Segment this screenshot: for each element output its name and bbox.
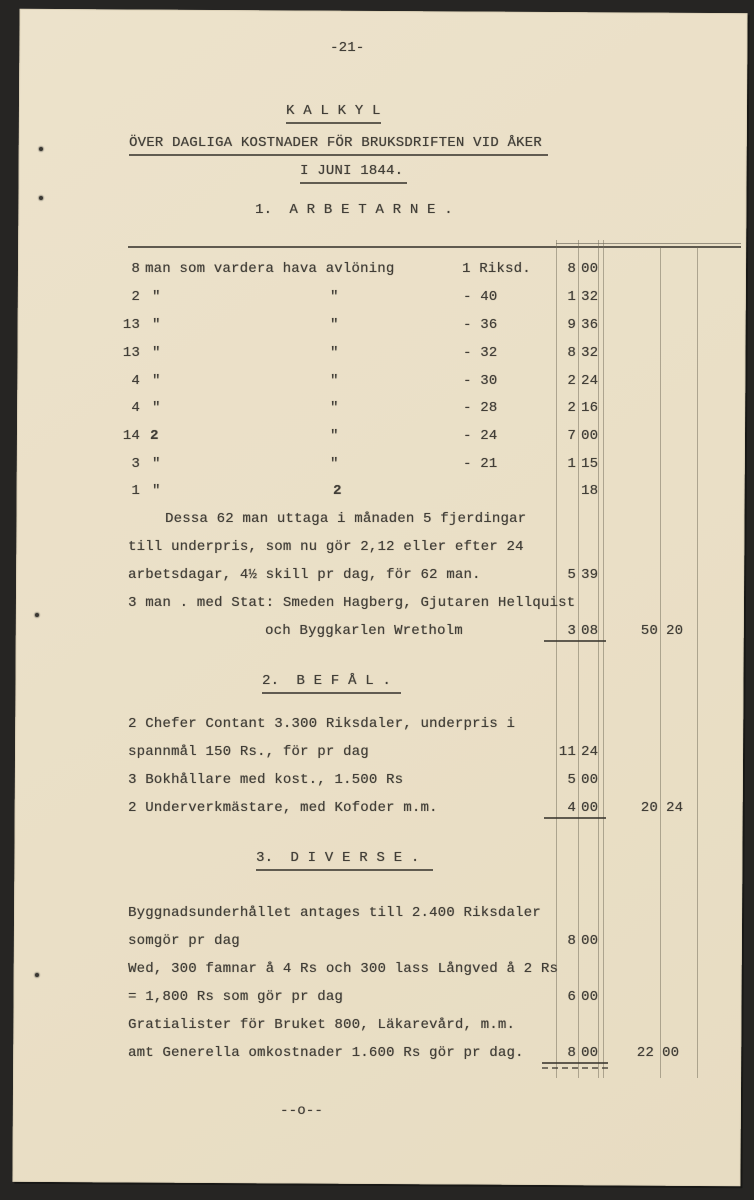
row-rate: - 32 <box>463 345 498 361</box>
row-qty: 3 <box>131 456 140 472</box>
row-qty: 1 <box>131 483 140 499</box>
column-rule <box>660 247 661 1078</box>
paper-speck <box>35 613 39 617</box>
column-rule <box>578 240 579 1078</box>
row-ditto-mid: " <box>330 400 339 416</box>
column-rule <box>603 240 604 1078</box>
note-riksdaler: 5 <box>567 567 576 583</box>
row-rate: - 30 <box>463 373 498 389</box>
befal-line: 2 Underverkmästare, med Kofoder m.m. <box>128 800 438 816</box>
title-line-1: K A L K Y L <box>286 102 381 124</box>
subtotal-skilling: 08 <box>581 623 599 639</box>
amount-riksdaler: 11 <box>558 744 576 760</box>
row-ditto: " <box>152 317 161 333</box>
amount-riksdaler: 5 <box>567 772 576 788</box>
amount-skilling: 00 <box>581 772 599 788</box>
section-heading-arbetarne: 1. A R B E T A R N E . <box>255 202 453 218</box>
row-skilling: 18 <box>581 483 599 499</box>
row-qty: 4 <box>131 400 140 416</box>
row-ditto-mid: " <box>330 317 339 333</box>
befal-line: 2 Chefer Contant 3.300 Riksdaler, underpris i <box>128 716 516 732</box>
amount-skilling: 24 <box>581 744 599 760</box>
diverse-underline <box>542 1062 608 1064</box>
row-ditto: " <box>152 345 161 361</box>
title-line-3: I JUNI 1844. <box>300 162 407 184</box>
befal-underline <box>544 817 606 819</box>
paper-speck <box>35 973 39 977</box>
row-riksdaler: 1 <box>567 289 576 305</box>
row-skilling: 16 <box>581 400 599 416</box>
subtotal-underline <box>544 640 606 642</box>
row-skilling: 00 <box>581 428 599 444</box>
row-ditto: " <box>152 456 161 472</box>
row-ditto-mid: " <box>330 345 339 361</box>
page-number: -21- <box>330 40 365 56</box>
section-total-riksdaler: 20 <box>640 800 658 816</box>
amount-riksdaler: 6 <box>567 989 576 1005</box>
section-total-skilling: 00 <box>662 1045 680 1061</box>
note-line: 3 man . med Stat: Smeden Hagberg, Gjutaren Hellquist <box>128 595 576 611</box>
amount-riksdaler: 8 <box>567 1045 576 1061</box>
row-riksdaler: 8 <box>567 345 576 361</box>
row-riksdaler: 2 <box>567 373 576 389</box>
row-rate: - 36 <box>463 317 498 333</box>
note-line: arbetsdagar, 4½ skill pr dag, för 62 man. <box>128 567 481 583</box>
section-total-skilling: 24 <box>666 800 684 816</box>
row-ditto-mid: " <box>330 428 339 444</box>
section-total-skilling: 20 <box>666 623 684 639</box>
column-rule <box>598 240 599 1078</box>
row-skilling: 24 <box>581 373 599 389</box>
amount-skilling: 00 <box>581 1045 599 1061</box>
subtotal-riksdaler: 3 <box>567 623 576 639</box>
paper-speck <box>39 147 43 151</box>
row-rate: - 24 <box>463 428 498 444</box>
row-ditto-mid: 2 <box>333 483 342 499</box>
diverse-line: Byggnadsunderhållet antages till 2.400 Riksdaler <box>128 905 541 921</box>
row-qty: 8 <box>131 261 140 277</box>
title-line-2: ÖVER DAGLIGA KOSTNADER FÖR BRUKSDRIFTEN VID ÅKER <box>129 134 548 156</box>
row-rate: - 28 <box>463 400 498 416</box>
row-skilling: 00 <box>581 261 599 277</box>
diverse-line: Wed, 300 famnar å 4 Rs och 300 lass Långved å 2 Rs <box>128 961 559 977</box>
paper-speck <box>39 196 43 200</box>
row-qty: 4 <box>131 373 140 389</box>
row-ditto: " <box>152 289 161 305</box>
amount-skilling: 00 <box>581 933 599 949</box>
row-skilling: 15 <box>581 456 599 472</box>
note-line: Dessa 62 man uttaga i månaden 5 fjerdingar <box>165 511 527 527</box>
row-qty: 13 <box>122 345 140 361</box>
row-ditto: 2 <box>150 428 159 444</box>
section-heading-befal: 2. B E F Å L . <box>262 672 401 694</box>
diverse-line: somgör pr dag <box>128 933 240 949</box>
row-ditto: " <box>152 373 161 389</box>
row-rate: - 21 <box>463 456 498 472</box>
amount-riksdaler: 4 <box>567 800 576 816</box>
row-ditto-mid: " <box>330 373 339 389</box>
footer-mark: --o-- <box>280 1103 324 1119</box>
befal-line: spannmål 150 Rs., för pr dag <box>128 744 369 760</box>
row-skilling: 36 <box>581 317 599 333</box>
row-desc: man som vardera hava avlöning <box>145 261 395 277</box>
row-qty: 2 <box>131 289 140 305</box>
amount-skilling: 00 <box>581 800 599 816</box>
befal-line: 3 Bokhållare med kost., 1.500 Rs <box>128 772 404 788</box>
diverse-underline-dashed <box>542 1067 608 1069</box>
row-ditto: " <box>152 400 161 416</box>
row-qty: 13 <box>122 317 140 333</box>
note-skilling: 39 <box>581 567 599 583</box>
note-line: och Byggkarlen Wretholm <box>265 623 463 639</box>
row-skilling: 32 <box>581 345 599 361</box>
column-rule <box>697 247 698 1078</box>
row-qty: 14 <box>122 428 140 444</box>
table-top-rule-2 <box>556 243 741 244</box>
row-ditto-mid: " <box>330 289 339 305</box>
row-riksdaler: 7 <box>567 428 576 444</box>
section-heading-diverse: 3. D I V E R S E . <box>256 849 433 871</box>
row-rate: - 40 <box>463 289 498 305</box>
note-line: till underpris, som nu gör 2,12 eller efter 24 <box>128 539 524 555</box>
row-rate: 1 Riksd. <box>462 261 531 277</box>
row-riksdaler: 8 <box>567 261 576 277</box>
row-riksdaler: 1 <box>567 456 576 472</box>
amount-skilling: 00 <box>581 989 599 1005</box>
row-riksdaler: 2 <box>567 400 576 416</box>
row-skilling: 32 <box>581 289 599 305</box>
diverse-line: Gratialister för Bruket 800, Läkarevård, m.m. <box>128 1017 516 1033</box>
row-riksdaler: 9 <box>567 317 576 333</box>
row-ditto: " <box>152 483 161 499</box>
table-top-rule <box>128 246 741 248</box>
row-ditto-mid: " <box>330 456 339 472</box>
section-total-riksdaler: 22 <box>636 1045 654 1061</box>
diverse-line: = 1,800 Rs som gör pr dag <box>128 989 344 1005</box>
diverse-line: amt Generella omkostnader 1.600 Rs gör pr dag. <box>128 1045 524 1061</box>
column-rule <box>556 240 557 1078</box>
section-total-riksdaler: 50 <box>640 623 658 639</box>
amount-riksdaler: 8 <box>567 933 576 949</box>
